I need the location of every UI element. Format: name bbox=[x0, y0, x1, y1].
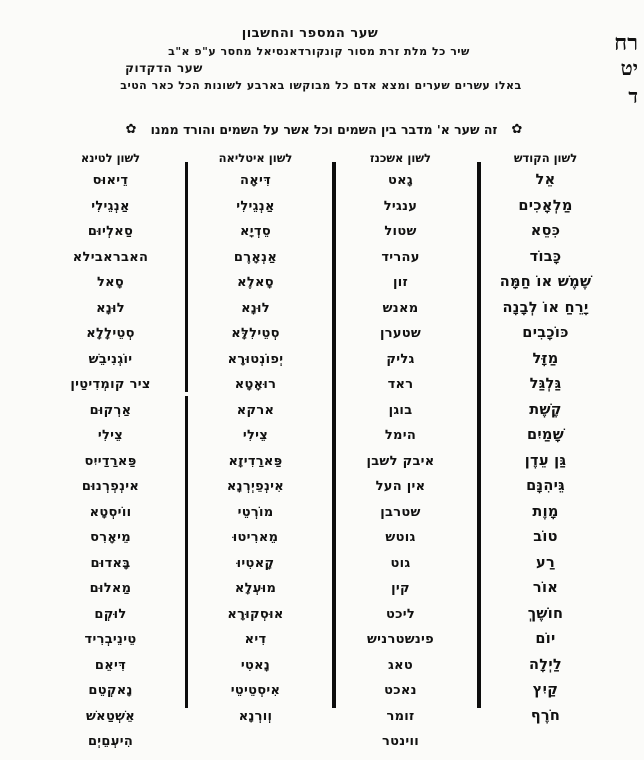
header-title-line-1: שער המספר והחשבון bbox=[241, 26, 379, 41]
vocabulary-table bbox=[38, 148, 618, 750]
table-cell: ווֹיסְטָא bbox=[89, 504, 132, 520]
folio-mark-a: רח bbox=[614, 30, 638, 56]
table-cell: שֶׁמֶשׁ אוֹ חַמָּה bbox=[499, 274, 592, 291]
flower-ornament-right-icon: ✿ bbox=[511, 122, 523, 137]
column-header-latin: לשון לטינא bbox=[80, 151, 141, 165]
table-cell: האבראבילא bbox=[72, 249, 149, 265]
table-cell: פַּארַדַייִס bbox=[84, 453, 137, 469]
table-cell: אַנְגֵילִי bbox=[236, 198, 275, 214]
table-cell: כָּבוֹד bbox=[529, 248, 562, 265]
table-cell: סְטֵילָלָא bbox=[86, 326, 135, 342]
table-cell: יוֹגְנִיבֵשׁ bbox=[88, 351, 133, 367]
table-column-latin bbox=[38, 148, 183, 750]
table-cell: גָאט bbox=[388, 173, 414, 189]
table-cell: רַע bbox=[536, 554, 555, 571]
table-cell: סָאל bbox=[96, 275, 125, 291]
table-cell: מַזָּל bbox=[532, 350, 559, 367]
table-cell: אין העל bbox=[375, 479, 426, 495]
folio-mark-c: ד bbox=[628, 84, 638, 108]
section-subtitle: זה שער א' מדבר בין השמים וכל אשר על השמים והורד ממנו bbox=[150, 122, 498, 137]
table-cell: זון bbox=[392, 275, 409, 291]
column-header-holy-tongue: לשון הקודש bbox=[513, 151, 578, 165]
table-cell: מֵיאָרִס bbox=[90, 530, 131, 546]
column-header-italian: לשון איטליאה bbox=[218, 151, 293, 165]
table-cell: נָאטִי bbox=[240, 657, 271, 673]
table-cell: ליכט bbox=[385, 606, 416, 622]
table-cell: מאנש bbox=[382, 300, 419, 316]
table-cell: ענגיל bbox=[383, 198, 418, 214]
table-cell: מָוֶת bbox=[532, 503, 559, 520]
table-cell: אוֹר bbox=[532, 580, 559, 597]
table-cell: הימל bbox=[384, 428, 417, 444]
table-cell: אֵל bbox=[535, 172, 556, 189]
table-cell: גֵּיהִנָּם bbox=[526, 478, 565, 495]
column-header-ashkenaz: לשון אשכנז bbox=[370, 151, 431, 165]
table-cell: בוגן bbox=[388, 402, 413, 418]
table-cell: קֶשֶׁת bbox=[529, 401, 562, 418]
table-cell: גַּן עֵדֶן bbox=[524, 452, 567, 469]
table-cell: אוּסְקוּרָא bbox=[227, 606, 284, 622]
table-cell: דִיא bbox=[244, 632, 267, 648]
table-cell: הִיעְםֵיְם bbox=[87, 734, 134, 750]
table-cell: ציר קומְדִיטַין bbox=[70, 377, 151, 393]
table-cell: שטרבן bbox=[380, 504, 421, 520]
table-cell: טֵינֵיבְרִיד bbox=[84, 632, 137, 648]
table-column-italian bbox=[183, 148, 328, 724]
table-cell: דִּיאֵם bbox=[94, 657, 127, 673]
table-cell: מוֹרְטֵי bbox=[237, 504, 274, 520]
table-cell: גוט bbox=[390, 555, 411, 571]
table-cell: לַיְלָה bbox=[529, 656, 562, 673]
table-cell: אִינְפֵיְרְנָא bbox=[226, 479, 285, 495]
table-cell: שטערן bbox=[379, 326, 422, 342]
table-cell: נָאקְטֵם bbox=[88, 683, 133, 699]
table-cell: איבק לשבן bbox=[366, 453, 435, 469]
table-cell: לוּנָא bbox=[241, 300, 270, 316]
table-cell: רוּאָטָא bbox=[234, 377, 277, 393]
table-cell: גליק bbox=[386, 351, 415, 367]
table-cell: מַאלוּם bbox=[89, 581, 132, 597]
table-cell: קין bbox=[391, 581, 410, 597]
table-cell: יוֹם bbox=[535, 631, 556, 648]
table-cell: לוּנָא bbox=[96, 300, 125, 316]
table-cell: מַלְאָכִים bbox=[518, 197, 573, 214]
table-cell: פינשטרניש bbox=[366, 632, 435, 648]
table-cell: סַאלְיוּם bbox=[87, 224, 134, 240]
header-title-line-3: שער הדקדוק bbox=[125, 61, 203, 75]
table-cell: חֹרֶף bbox=[530, 707, 561, 724]
table-cell: שָׁמַיִם bbox=[526, 427, 565, 444]
table-cell: פַּארַדִיזָא bbox=[228, 453, 283, 469]
table-cell: ראד bbox=[387, 377, 414, 393]
table-cell: מוּעְלָא bbox=[234, 581, 277, 597]
table-cell: סְטֵילִלָּא bbox=[231, 326, 280, 342]
table-cell: אִיסְטֵיטֵי bbox=[230, 683, 281, 699]
table-cell: קָאטִיוּ bbox=[236, 555, 275, 571]
table-cell: כּוֹכָבִים bbox=[522, 325, 569, 342]
table-cell: ארקא bbox=[236, 402, 275, 418]
table-cell: שטול bbox=[384, 224, 417, 240]
table-column-holy-tongue bbox=[473, 148, 618, 724]
table-cell: צֵילִי bbox=[242, 428, 269, 444]
header-title-line-4: באלו עשרים שערים ומצא אדם כל מבוקשו בארבע לשונות הכל כאר הטיב bbox=[120, 79, 522, 92]
table-cell: לוּקְם bbox=[94, 606, 127, 622]
folio-mark-b: יט bbox=[620, 56, 638, 80]
table-cell: אַרְקוּם bbox=[89, 402, 132, 418]
table-cell: טאג bbox=[388, 657, 414, 673]
flower-ornament-left-icon: ✿ bbox=[125, 122, 137, 137]
table-cell: זומר bbox=[386, 708, 415, 724]
table-cell: סֵדְיָא bbox=[240, 224, 271, 240]
table-cell: עהריד bbox=[381, 249, 420, 265]
table-cell: דִּיאָה bbox=[239, 173, 272, 189]
table-cell: טוֹב bbox=[533, 529, 558, 546]
table-cell: קַיִץ bbox=[532, 682, 559, 699]
table-cell: גַּלְגַּל bbox=[529, 376, 562, 393]
table-cell: אינְפְרְנוּם bbox=[81, 479, 140, 495]
table-cell: מֵארִיטוּ bbox=[232, 530, 279, 546]
page-header bbox=[26, 26, 622, 102]
table-cell: חוֹשֶׁךְ bbox=[527, 605, 564, 622]
table-cell: וְורְנָא bbox=[238, 708, 273, 724]
table-cell: בָּאדוּם bbox=[90, 555, 131, 571]
table-cell: דֵיאוּס bbox=[92, 173, 129, 189]
table-cell: צֵילִי bbox=[97, 428, 124, 444]
header-title-line-2: שיר כל מלת זרת מסור קונקורדאנסיאל מחסר ע"פ א"ב bbox=[168, 45, 470, 58]
table-column-ashkenaz bbox=[328, 148, 473, 750]
table-cell: סָאלֶא bbox=[237, 275, 274, 291]
table-cell: אֵשְׁטַאשׁ bbox=[86, 708, 135, 724]
table-cell: יָרֵחַ אוֹ לְבָנָה bbox=[502, 299, 589, 316]
table-cell: ווינטר bbox=[381, 734, 420, 750]
table-cell: גוטש bbox=[385, 530, 416, 546]
table-cell: אַנְגֵילִי bbox=[91, 198, 130, 214]
table-cell: נאכט bbox=[384, 683, 417, 699]
table-cell: כִּסֵא bbox=[530, 223, 561, 240]
section-subtitle-row bbox=[26, 122, 622, 137]
table-cell: יְפוֹנְטוּרָא bbox=[227, 351, 284, 367]
table-cell: אַנְאָרֶם bbox=[233, 249, 278, 265]
